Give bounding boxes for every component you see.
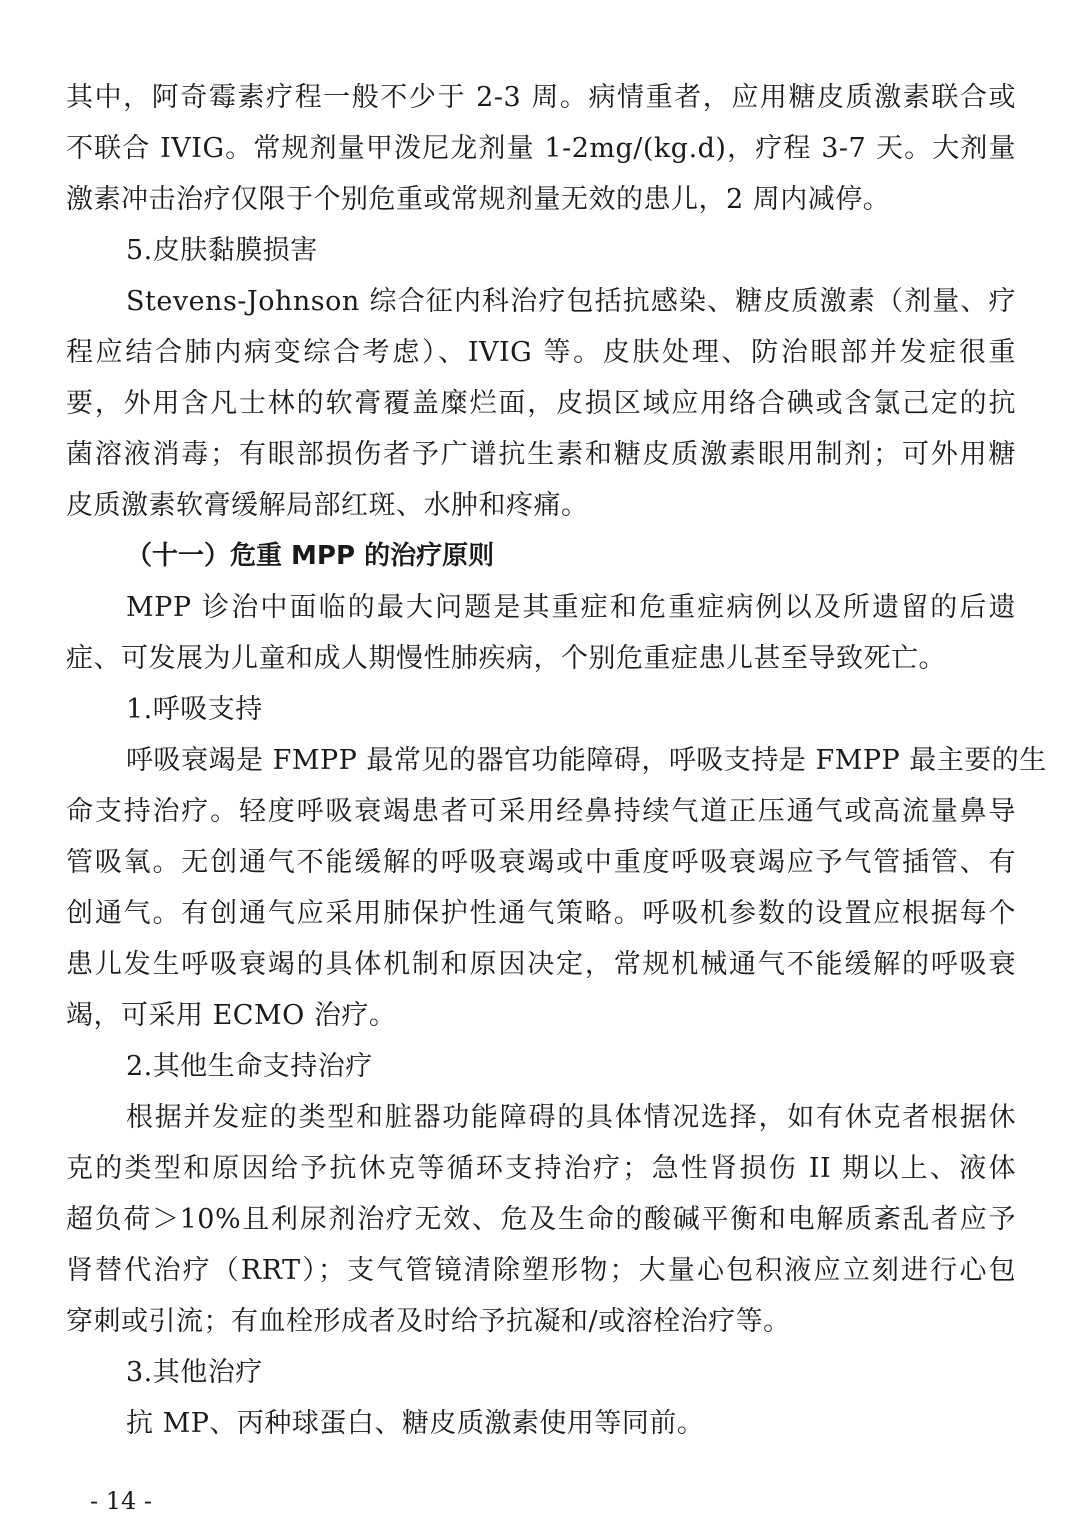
paragraph-4-line-2: 命支持治疗。轻度呼吸衰竭患者可采用经鼻持续气道正压通气或高流量鼻导 [66, 796, 1016, 827]
paragraph-4-line-3: 管吸氧。无创通气不能缓解的呼吸衰竭或中重度呼吸衰竭应予气管插管、有 [66, 847, 1016, 878]
paragraph-2-line-2: 程应结合肺内病变综合考虑）、IVIG 等。皮肤处理、防治眼部并发症很重 [66, 337, 1016, 368]
paragraph-5-line-4: 肾替代治疗（RRT）；支气管镜清除塑形物；大量心包积液应立刻进行心包 [66, 1255, 1016, 1286]
subheading-skin-mucosa: 5.皮肤黏膜损害 [126, 235, 318, 266]
paragraph-3-line-2: 症、可发展为儿童和成人期慢性肺疾病，个别危重症患儿甚至导致死亡。 [66, 643, 946, 674]
paragraph-4-line-5: 患儿发生呼吸衰竭的具体机制和原因决定，常规机械通气不能缓解的呼吸衰 [66, 949, 1016, 980]
paragraph-1-line-1: 其中，阿奇霉素疗程一般不少于 2-3 周。病情重者，应用糖皮质激素联合或 [66, 82, 1016, 113]
subheading-other-life-support: 2.其他生命支持治疗 [126, 1051, 373, 1082]
paragraph-4-line-4: 创通气。有创通气应采用肺保护性通气策略。呼吸机参数的设置应根据每个 [66, 898, 1016, 929]
paragraph-4-line-6: 竭，可采用 ECMO 治疗。 [66, 1000, 397, 1031]
paragraph-2-line-3: 要，外用含凡士林的软膏覆盖糜烂面，皮损区域应用络合碘或含氯己定的抗 [66, 388, 1016, 419]
paragraph-2-line-5: 皮质激素软膏缓解局部红斑、水肿和疼痛。 [66, 490, 589, 521]
document-page [66, 72, 1047, 1449]
subheading-respiratory-support: 1.呼吸支持 [126, 694, 263, 725]
paragraph-3-line-1: MPP 诊治中面临的最大问题是其重症和危重症病例以及所遗留的后遗 [126, 592, 1016, 623]
subheading-other-treatment: 3.其他治疗 [126, 1357, 263, 1388]
section-heading: （十一）危重 MPP 的治疗原则 [126, 541, 495, 571]
paragraph-5-line-1: 根据并发症的类型和脏器功能障碍的具体情况选择，如有休克者根据休 [126, 1102, 1016, 1133]
paragraph-1-line-2: 不联合 IVIG。常规剂量甲泼尼龙剂量 1-2mg/(kg.d)，疗程 3-7 天。大剂量 [66, 133, 1016, 164]
paragraph-5-line-2: 克的类型和原因给予抗休克等循环支持治疗；急性肾损伤 II 期以上、液体 [66, 1153, 1016, 1184]
paragraph-4-line-1: 呼吸衰竭是 FMPP 最常见的器官功能障碍，呼吸支持是 FMPP 最主要的生 [126, 745, 1047, 776]
paragraph-5-line-5: 穿刺或引流；有血栓形成者及时给予抗凝和/或溶栓治疗等。 [66, 1306, 791, 1337]
paragraph-6-line-1: 抗 MP、丙种球蛋白、糖皮质激素使用等同前。 [126, 1408, 705, 1439]
paragraph-2-line-4: 菌溶液消毒；有眼部损伤者予广谱抗生素和糖皮质激素眼用制剂；可外用糖 [66, 439, 1016, 470]
paragraph-1-line-3: 激素冲击治疗仅限于个别危重或常规剂量无效的患儿，2 周内减停。 [66, 184, 891, 215]
page-number: - 14 - [90, 1487, 153, 1515]
paragraph-2-line-1: Stevens-Johnson 综合征内科治疗包括抗感染、糖皮质激素（剂量、疗 [126, 286, 1016, 317]
paragraph-5-line-3: 超负荷＞10%且利尿剂治疗无效、危及生命的酸碱平衡和电解质紊乱者应予 [66, 1204, 1016, 1235]
